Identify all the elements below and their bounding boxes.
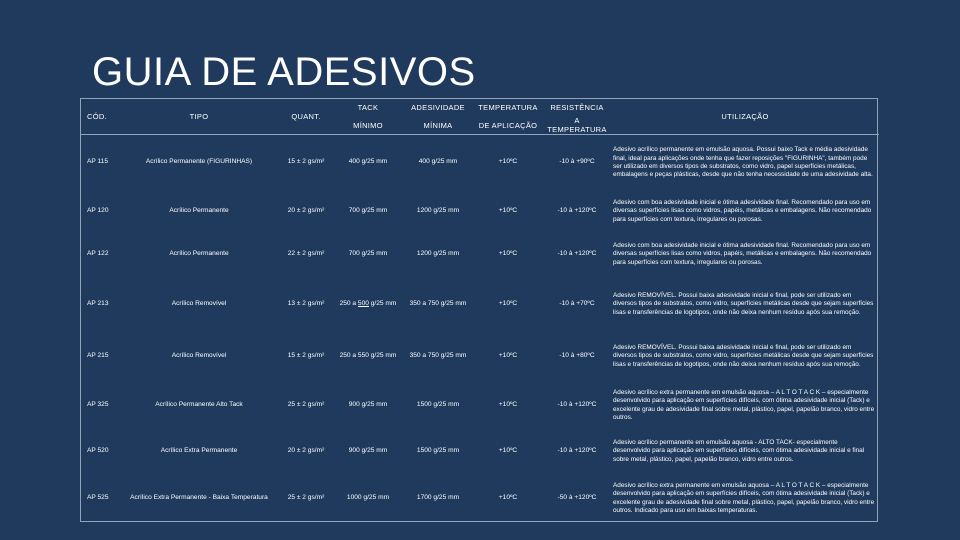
header-adesividade: ADESIVIDADE — [411, 103, 465, 112]
table-row — [81, 333, 879, 381]
cell-quant: 25 ± 2 gs/m² — [287, 401, 325, 409]
cell-cod: AP 115 — [87, 158, 109, 166]
cell-utilizacao: Adesivo acrílico extra permanente em emulsão aquosa – A L T O T A C K – especialmente desenvolvido para aplicação em superfícies difíceis, com ótima adesividade inicial (Tack) e excelente grau de adesividade final sobre metal, plástico, papel, papelão branco, vidro entre outros. Indicado para uso em baixas temperaturas. — [613, 482, 875, 514]
cell-temperatura: +10ºC — [498, 494, 518, 502]
table-row — [81, 381, 879, 431]
cell-resistencia: -10 à +70ºC — [559, 300, 595, 308]
cell-adesividade: 1700 g/25 mm — [416, 494, 460, 502]
adhesive-table — [80, 98, 878, 522]
cell-tack: 700 g/25 mm — [348, 250, 388, 258]
cell-temperatura: +10ºC — [498, 207, 518, 215]
header-tipo: TIPO — [119, 99, 279, 135]
header-utilizacao: UTILIZAÇÃO — [611, 99, 879, 135]
cell-temperatura: +10ºC — [498, 300, 518, 308]
cell-adesividade: 1500 g/25 mm — [416, 401, 460, 409]
table-row — [81, 431, 879, 473]
table-row — [81, 135, 879, 191]
tack-underlined-value: 500 — [357, 300, 369, 308]
cell-temperatura: +10ºC — [498, 352, 518, 360]
cell-tipo: Acrílico Extra Permanente — [160, 447, 238, 455]
cell-cod: AP 122 — [87, 250, 109, 258]
table-row — [81, 473, 879, 525]
tack-suffix: g/25 mm — [368, 300, 397, 308]
cell-quant: 15 ± 2 gs/m² — [287, 352, 325, 360]
cell-adesividade: 1500 g/25 mm — [416, 447, 460, 455]
cell-utilizacao: Adesivo acrílico permanente em emulsão aquosa. Possui baixo Tack e média adesividade final, ideal para aplicações onde tenha que fazer reposições "FIGURINHA", também pode ser utilizado em diversos tipos de substratos, como vidro, papel superfícies metálicas, embalagens e peças plásticas, desde que não tenha necessidade de uma adesividade alta. — [613, 146, 873, 178]
cell-adesividade: 350 a 750 g/25 mm — [409, 352, 467, 360]
cell-quant: 15 ± 2 gs/m² — [287, 158, 325, 166]
cell-tipo: Acrílico Permanente (FIGURINHAS) — [145, 158, 253, 166]
cell-utilizacao: Adesivo acrílico permanente em emulsão aquosa - ALTO TACK- especialmente desenvolvido para aplicação em superfícies difíceis, com ótima adesividade inicial e final sobre metal, plástico, papel, papelão branco, vidro entre outros. — [613, 439, 865, 463]
cell-cod: AP 213 — [87, 300, 109, 308]
cell-tack — [333, 277, 403, 333]
header-cod: CÓD. — [81, 99, 119, 135]
cell-cod: AP 525 — [87, 494, 109, 502]
cell-adesividade: 1200 g/25 mm — [416, 207, 460, 215]
adhesive-table-grid — [81, 99, 879, 525]
cell-tipo: Acrílico Permanente — [169, 207, 229, 215]
header-temperatura-aplicacao: DE APLICAÇÃO — [473, 116, 543, 135]
header-adesividade-minima: MÍNIMA — [403, 116, 473, 135]
cell-quant: 20 ± 2 gs/m² — [287, 447, 325, 455]
cell-tipo: Acrílico Permanente Alto Tack — [155, 401, 243, 409]
cell-utilizacao: Adesivo REMOVÍVEL. Possui baixa adesividade inicial e final, pode ser utilizado em diversos tipos de substratos, como vidro, superfícies metálicas desde que sejam superfícies lisas e transferências de logotipos, onde não deixa nenhum resíduo após sua remoção. — [613, 292, 874, 316]
cell-tack: 900 g/25 mm — [348, 401, 388, 409]
cell-adesividade: 400 g/25 mm — [418, 158, 458, 166]
table-row — [81, 191, 879, 233]
table-row — [81, 277, 879, 333]
cell-temperatura: +10ºC — [498, 401, 518, 409]
cell-cod: AP 520 — [87, 447, 109, 455]
cell-utilizacao: Adesivo com boa adesividade inicial e ótima adesividade final. Recomendado para uso em diversas superfícies lisas como vidros, papéis, metálicas e embalagens. Não recomendado para superfícies com textura, irregulares ou porosas. — [613, 242, 872, 266]
cell-tack: 400 g/25 mm — [348, 158, 388, 166]
cell-tipo: Acrílico Extra Permanente - Baixa Temperatura — [130, 494, 268, 502]
cell-temperatura: +10ºC — [498, 447, 518, 455]
cell-quant: 13 ± 2 gs/m² — [287, 300, 325, 308]
header-quant: QUANT. — [279, 99, 333, 135]
page-title: GUIA DE ADESIVOS — [92, 50, 476, 94]
cell-resistencia: -10 à +120ºC — [557, 250, 597, 258]
cell-resistencia: -10 à +120ºC — [557, 447, 597, 455]
cell-resistencia: -10 à +120ºC — [557, 207, 597, 215]
cell-adesividade: 1200 g/25 mm — [416, 250, 460, 258]
cell-tack: 250 a 550 g/25 mm — [339, 352, 397, 360]
cell-cod: AP 120 — [87, 207, 109, 215]
cell-resistencia: -50 à +120ºC — [557, 494, 597, 502]
cell-cod: AP 215 — [87, 352, 109, 360]
cell-tack: 900 g/25 mm — [348, 447, 388, 455]
cell-tack: 1000 g/25 mm — [346, 494, 390, 502]
cell-tipo: Acrílico Removível — [171, 352, 227, 360]
tack-prefix: 250 a — [339, 300, 358, 308]
cell-quant: 20 ± 2 gs/m² — [287, 207, 325, 215]
header-temperatura: TEMPERATURA — [478, 103, 538, 112]
header-resistencia-temperatura: A TEMPERATURA — [543, 116, 611, 135]
header-tack: TACK — [357, 103, 379, 112]
cell-tipo: Acrílico Permanente — [169, 250, 229, 258]
header-resistencia: RESISTÊNCIA — [550, 103, 604, 112]
cell-cod: AP 325 — [87, 401, 109, 409]
cell-temperatura: +10ºC — [498, 250, 518, 258]
table-row — [81, 233, 879, 277]
header-tack-minimo: MÍNIMO — [333, 116, 403, 135]
cell-quant: 25 ± 2 gs/m² — [287, 494, 325, 502]
cell-resistencia: -10 à +80ºC — [559, 352, 595, 360]
cell-tipo: Acrílico Removível — [171, 300, 227, 308]
cell-adesividade: 350 a 750 g/25 mm — [409, 300, 467, 308]
cell-quant: 22 ± 2 gs/m² — [287, 250, 325, 258]
cell-temperatura: +10ºC — [498, 158, 518, 166]
cell-utilizacao: Adesivo acrílico extra permanente em emulsão aquosa – A L T O T A C K – especialmente desenvolvido para aplicação em superfícies difíceis, com ótima adesividade inicial (Tack) e excelente grau de adesividade final sobre metal, plástico, papel, papelão branco, vidro entre outros. — [613, 389, 875, 421]
cell-resistencia: -10 à +90ºC — [559, 158, 595, 166]
cell-tack: 700 g/25 mm — [348, 207, 388, 215]
cell-resistencia: -10 à +120ºC — [557, 401, 597, 409]
cell-utilizacao: Adesivo REMOVÍVEL. Possui baixa adesividade inicial e final, pode ser utilizado em diversos tipos de substratos, como vidro, superfícies metálicas desde que sejam superfícies lisas e transferências de logotipos, onde não deixa nenhum resíduo após sua remoção. — [613, 344, 874, 368]
cell-utilizacao: Adesivo com boa adesividade inicial e ótima adesividade final. Recomendado para uso em diversas superfícies lisas como vidros, papéis, metálicas e embalagens. Não recomendado para superfícies com textura, irregulares ou porosas. — [613, 199, 872, 223]
